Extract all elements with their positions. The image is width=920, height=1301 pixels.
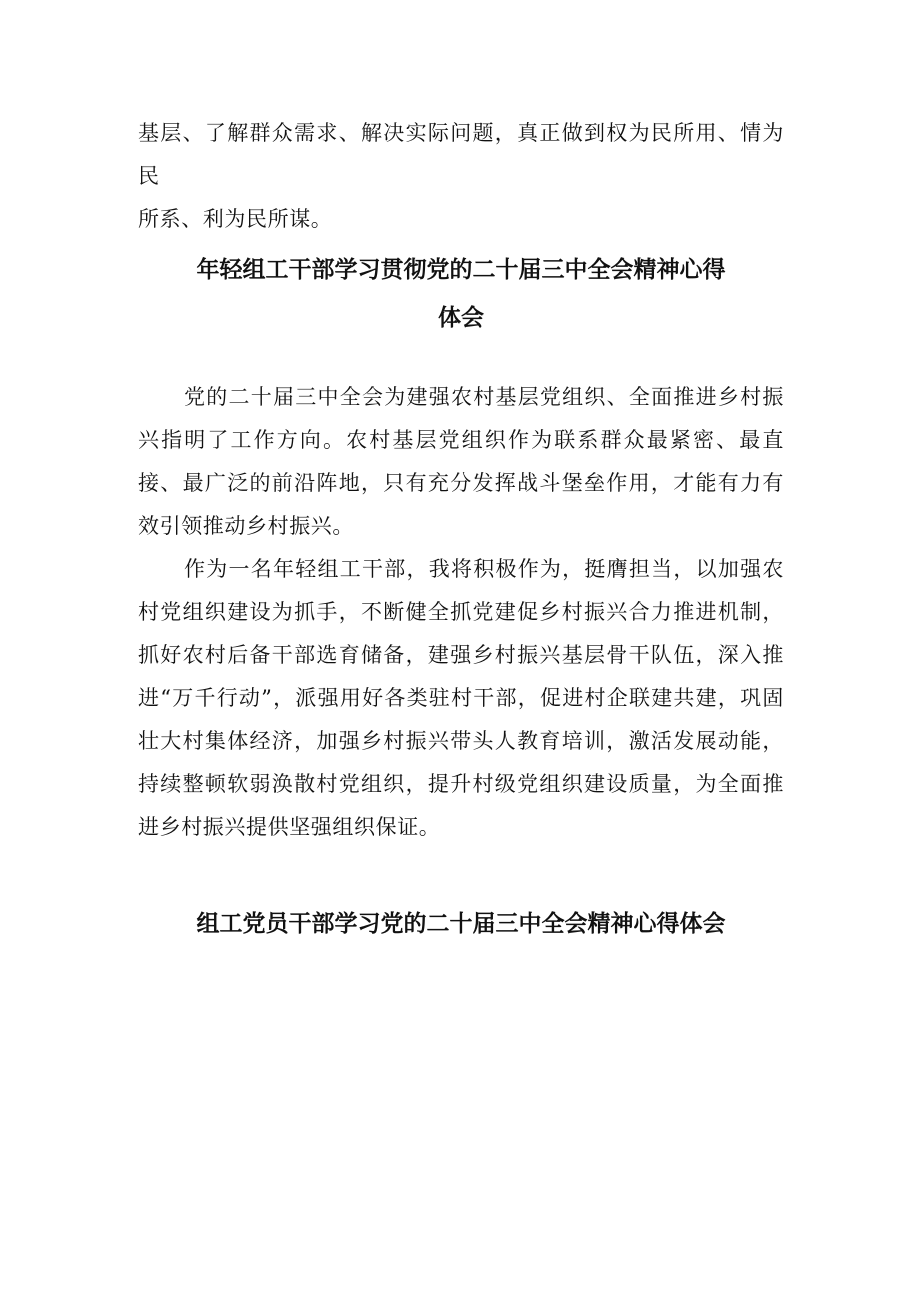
- section-1-body: [138, 376, 784, 849]
- continuation-line-2: 所系、利为民所谋。: [138, 207, 333, 231]
- section-1-title: [138, 246, 784, 342]
- section-1-paragraph-1: 党的二十届三中全会为建强农村基层党组织、全面推进乡村振兴指明了工作方向。农村基层党组织作为联系群众最紧密、最直接、最广泛的前沿阵地，只有充分发挥战斗堡垒作用，才能有力有效引领推动乡村振兴。: [138, 385, 784, 538]
- section-1-title-line-2: 体会: [438, 305, 484, 331]
- continuation-paragraph: [138, 112, 784, 241]
- section-1-paragraph-2: 作为一名年轻组工干部，我将积极作为，挺膺担当，以加强农村党组织建设为抓手，不断健全抓党建促乡村振兴合力推进机制，抓好农村后备干部选育储备，建强乡村振兴基层骨干队伍，深入推进“万千行动”，派强用好各类驻村干部，促进村企联建共建，巩固壮大村集体经济，加强乡村振兴带头人教育培训，激活发展动能，持续整顿软弱涣散村党组织，提升村级党组织建设质量，为全面推进乡村振兴提供坚强组织保证。: [138, 557, 784, 839]
- section-1-title-line-1: 年轻组工干部学习贯彻党的二十届三中全会精神心得: [196, 257, 726, 283]
- section-2-title: [138, 900, 784, 948]
- section-2-title-text: 组工党员干部学习党的二十届三中全会精神心得体会: [196, 911, 726, 937]
- continuation-line-1: 基层、了解群众需求、解决实际问题，真正做到权为民所用、情为民: [138, 121, 784, 188]
